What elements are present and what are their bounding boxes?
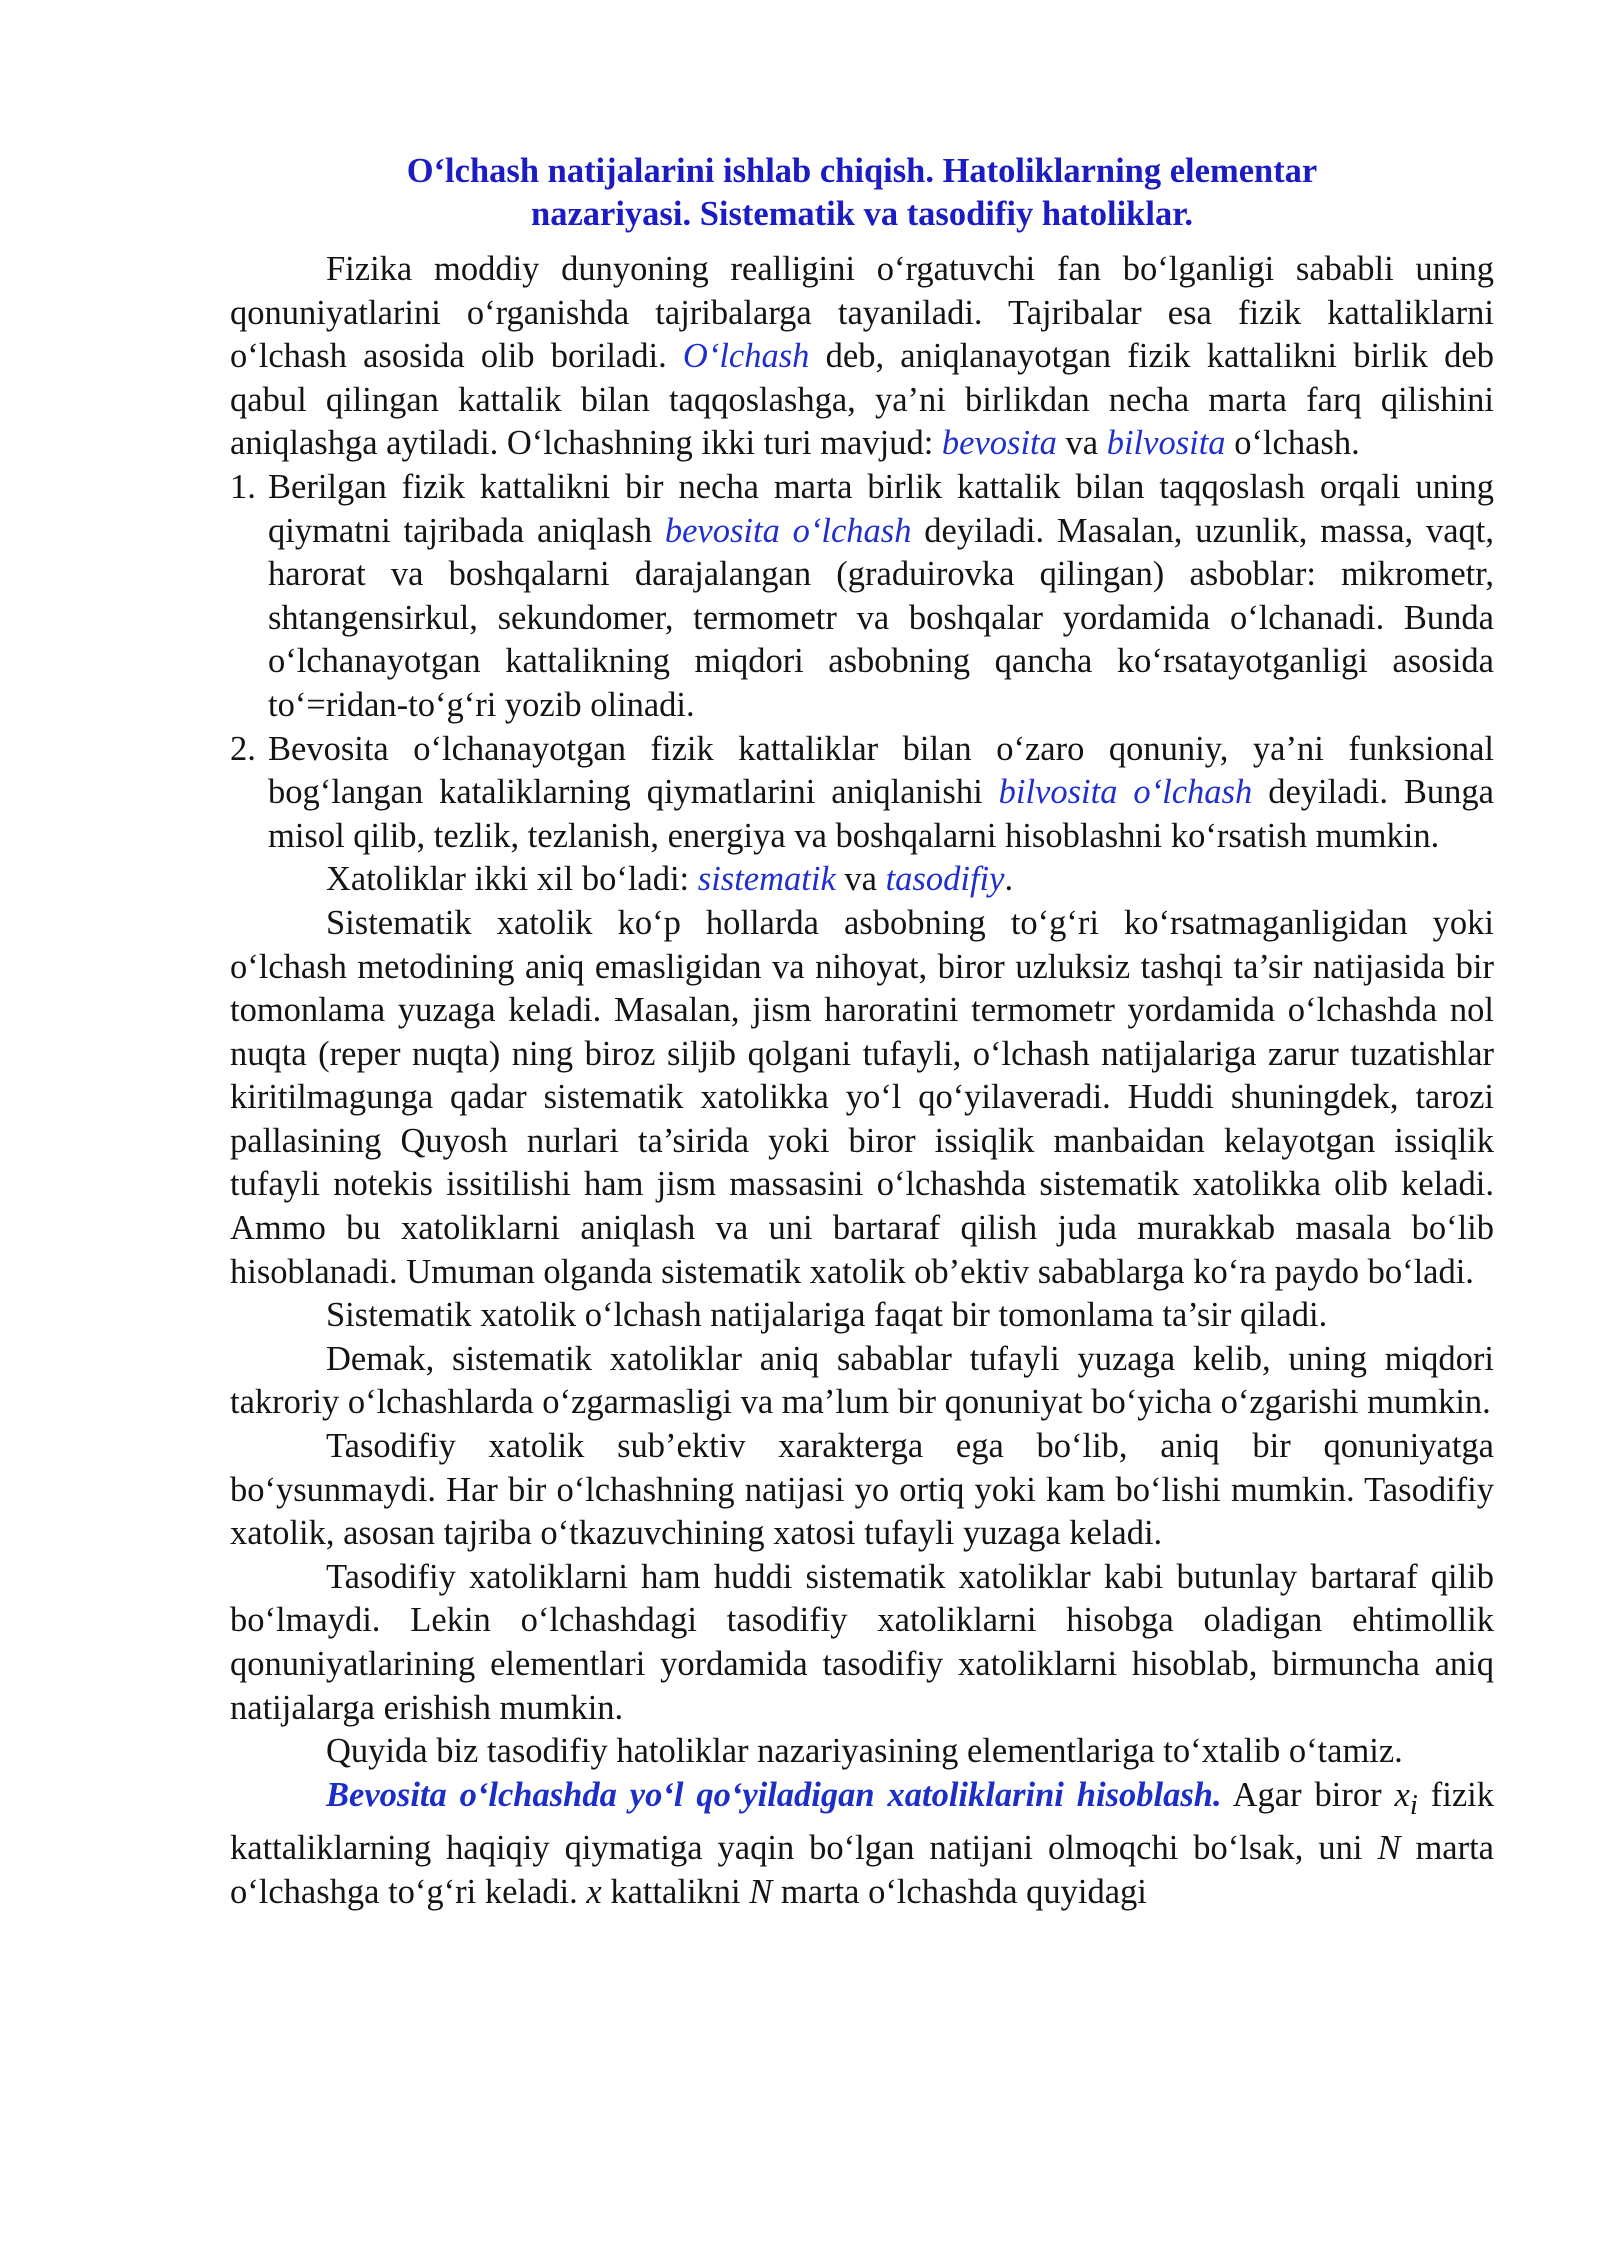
variable-n: N [1377, 1829, 1401, 1868]
term-bevosita: bevosita [941, 424, 1057, 463]
text: Fizika moddiy dunyoning realligini o‘rgatuvchi fan bo‘lganligi sababli uning qonuniyatlarini o‘rganishda tajribalarga tayaniladi. Tajribalar esa fizik kattaliklarni o‘lchash asosida olib boriladi. [230, 250, 1494, 376]
term-olchash: O‘lchash [682, 337, 810, 376]
list-item-2 [230, 728, 1494, 859]
paragraph-systematic-one-sided: Sistematik xatolik o‘lchash natijalariga faqat bir tomonlama ta’sir qiladi. [326, 1296, 1328, 1335]
text: Agar biror [1221, 1775, 1395, 1814]
text: Xatoliklar ikki xil bo‘ladi: [326, 860, 698, 899]
term-bilvosita: bilvosita [1106, 424, 1226, 463]
text: Bevosita o‘lchanayotgan fizik kattaliklar bilan o‘zaro qonuniy, ya’ni funksional bog‘langan kataliklarning qiymatlarini aniqlanishi [268, 729, 1494, 812]
title-line-1: O‘lchash natijalarini ishlab chiqish. Hatoliklarning elementar [406, 152, 1318, 190]
paragraph-systematic-causes: Demak, sistematik xatoliklar aniq sabablar tufayli yuzaga kelib, uning miqdori takroriy o‘lchashlarda o‘zgarmasligi va ma’lum bir qonuniyat bo‘yicha o‘zgarishi mumkin. [230, 1339, 1494, 1422]
term-tasodifiy: tasodifiy [885, 860, 1005, 899]
title-line-2: nazariyasi. Sistematik va tasodifiy hatoliklar. [531, 195, 1193, 233]
text: o‘lchash. [1225, 424, 1360, 463]
paragraph-systematic: Sistematik xatolik ko‘p hollarda asbobning to‘g‘ri ko‘rsatmaganligidan yoki o‘lchash metodining aniq emasligidan va nihoyat, biror uzluksiz tashqi ta’sir natijasida bir tomonlama yuzaga keladi. Masalan, jism haroratini termometr yordamida o‘lchashda nol nuqta (reper nuqta) ning biroz siljib qolgani tufayli, o‘lchash natijalariga zarur tuzatishlar kiritilmagunga qadar sistematik xatolikka yo‘l qo‘yilaveradi. Huddi shuningdek, tarozi pallasining Quyosh nurlari ta’sirida yoki biror issiqlik manbaidan kelayotgan issiqlik tufayli notekis issitilishi ham jism massasini o‘lchashda sistematik xatolikka olib keladi. Ammo bu xatoliklarni aniqlash va uni bartaraf qilish juda murakkab masala bo‘lib hisoblanadi. Umuman olganda sistematik xatolik ob’ektiv sabablarga ko‘ra paydo bo‘ladi. [230, 903, 1494, 1291]
text: marta o‘lchashga to‘g‘ri keladi. [230, 1829, 1494, 1911]
text: deb, aniqlanayotgan fizik kattalikni birlik deb qabul qilingan kattalik bilan taqqoslashga, ya’ni birlikdan necha marta farq qilishini aniqlashga aytiladi. O‘lchashning ikki turi mavjud: [230, 337, 1494, 463]
section-heading: Bevosita o‘lchashda yo‘l qo‘yiladigan xatoliklarini hisoblash. [326, 1775, 1222, 1814]
list-number: 1. [230, 467, 256, 506]
text: va [835, 860, 886, 899]
text: va [1056, 424, 1107, 463]
term-sistematik: sistematik [697, 860, 836, 899]
term-bevosita-olchash: bevosita o‘lchash [664, 511, 912, 550]
text: deyiladi. Masalan, uzunlik, massa, vaqt, harorat va boshqalarni darajalangan (graduirovka qilingan) asboblar: mikrometr, shtangensirkul, sekundomer, termometr va boshqalar yordamida o‘lchanadi. Bunda o‘lchanayotgan kattalikning miqdori asbobning qancha ko‘rsatayotganligi asosida to‘=ridan-to‘g‘ri yozib olinadi. [268, 511, 1494, 724]
paragraph-intro [230, 248, 1494, 466]
paragraph-direct-errors [230, 1774, 1494, 1915]
text: Berilgan fizik kattalikni bir necha marta birlik kattalik bilan taqqoslash orqali uning qiymatni tajribada aniqlash [268, 467, 1494, 550]
paragraph-random: Tasodifiy xatolik sub’ektiv xarakterga ega bo‘lib, aniq bir qonuniyatga bo‘ysunmaydi. Har bir o‘lchashning natijasi yo ortiq yoki kam bo‘lishi mumkin. Tasodifiy xatolik, asosan tajriba o‘tkazuvchining xatosi tufayli yuzaga keladi. [230, 1427, 1494, 1553]
text: marta o‘lchashda quyidagi [772, 1872, 1147, 1911]
list-number: 2. [230, 729, 256, 768]
variable-x [1394, 1775, 1418, 1821]
text: kattalikni [601, 1872, 750, 1911]
term-bilvosita-olchash: bilvosita o‘lchash [998, 773, 1253, 812]
list-item-1 [230, 466, 1494, 728]
variable-n: N [749, 1872, 773, 1911]
paragraph-random-probability: Tasodifiy xatoliklarni ham huddi sistematik xatoliklar kabi butunlay bartaraf qilib bo‘lmaydi. Lekin o‘lchashdagi tasodifiy xatoliklarni hisobga oladigan ehtimollik qonuniyatlarining elementlari yordamida tasodifiy xatoliklarni hisoblab, birmuncha aniq natijalarga erishish mumkin. [230, 1557, 1494, 1727]
text: x [1394, 1775, 1410, 1814]
text: deyiladi. Bunga misol qilib, tezlik, tezlanish, energiya va boshqalarni hisoblashni ko‘rsatish mumkin. [268, 773, 1494, 855]
text: fizik kattaliklarning haqiqiy qiymatiga yaqin bo‘lgan natijani olmoqchi bo‘lsak, uni [230, 1775, 1494, 1868]
document-page [230, 150, 1494, 1914]
subscript: i [1409, 1788, 1418, 1821]
paragraph-below: Quyida biz tasodifiy hatoliklar nazariyasining elementlariga to‘xtalib o‘tamiz. [326, 1732, 1403, 1771]
page-title [230, 150, 1494, 236]
text: . [1004, 860, 1014, 899]
paragraph-error-types [230, 858, 1494, 902]
variable-x: x [586, 1872, 602, 1911]
